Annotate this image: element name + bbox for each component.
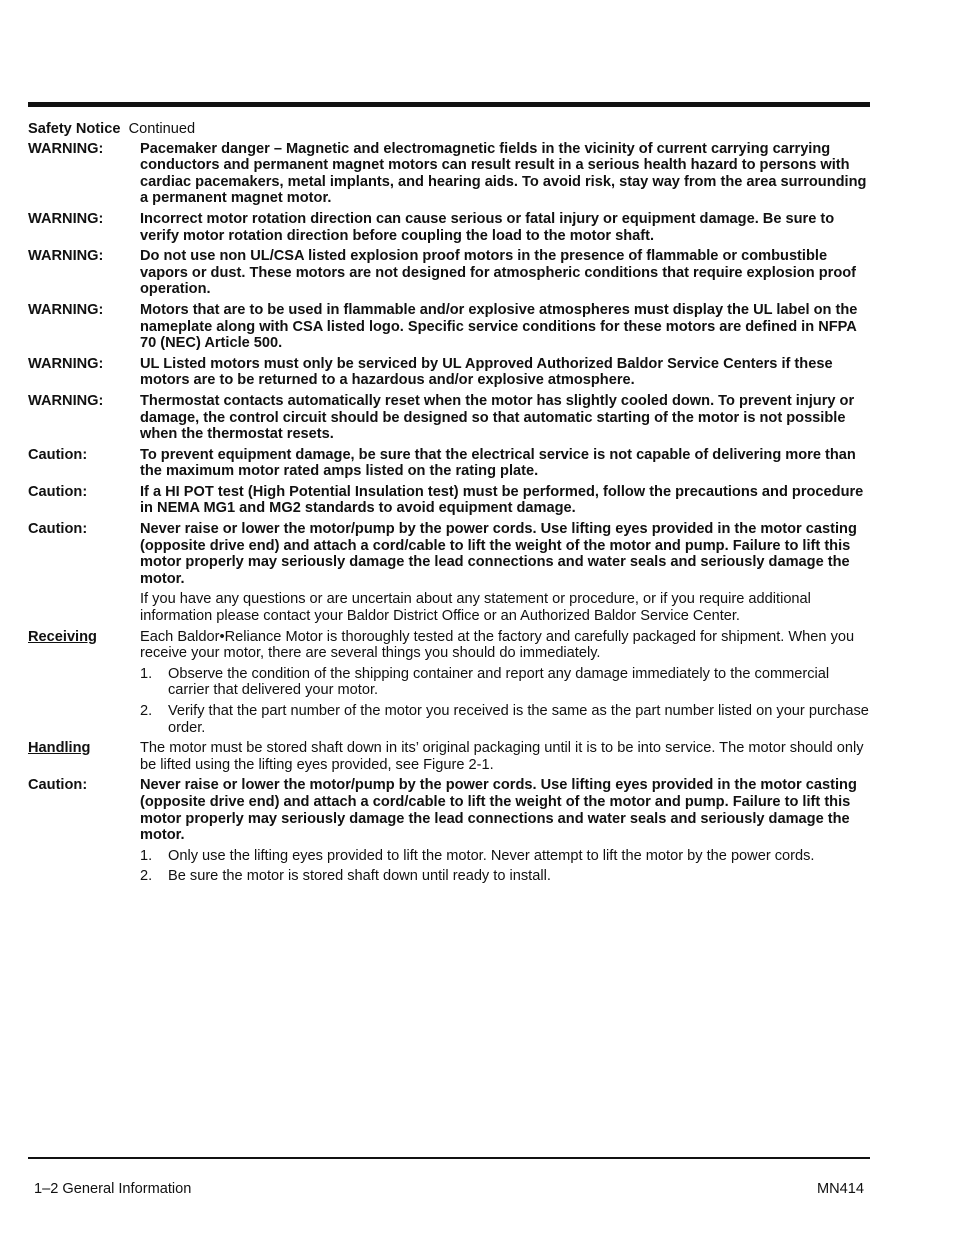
handling-list [140, 848, 870, 885]
receiving-heading: Receiving [28, 628, 97, 645]
list-item [140, 848, 870, 865]
warning-label: WARNING: [28, 210, 104, 227]
warning-label: WARNING: [28, 355, 104, 372]
list-text: Be sure the motor is stored shaft down until ready to install. [168, 868, 551, 885]
caution-row [28, 484, 870, 517]
list-number: 2. [140, 868, 153, 885]
warning-row [28, 393, 870, 443]
receiving-section [28, 629, 870, 662]
list-item [140, 868, 870, 885]
caution-label: Caution: [28, 777, 88, 794]
footer-page-label: 1–2 General Information [34, 1181, 192, 1197]
page-content [28, 121, 870, 889]
caution-row [28, 447, 870, 480]
list-item [140, 666, 870, 699]
caution-text: To prevent equipment damage, be sure that the electrical service is not capable of delivering more than the maximum motor rated amps listed on the rating plate. [140, 446, 856, 480]
caution-label: Caution: [28, 483, 88, 500]
caution-text: If a HI POT test (High Potential Insulation test) must be performed, follow the precautions and procedure in NEMA MG1 and MG2 standards to avoid equipment damage. [140, 483, 864, 517]
section-header [28, 121, 870, 138]
warning-row [28, 211, 870, 244]
warning-row [28, 141, 870, 207]
warning-text: Do not use non UL/CSA listed explosion proof motors in the presence of flammable or combustible vapors or dust. These motors are not designed for atmospheric conditions that require explosion proof operation. [140, 248, 857, 298]
warning-label: WARNING: [28, 301, 104, 318]
list-number: 1. [140, 847, 153, 864]
warning-text: UL Listed motors must only be serviced by UL Approved Authorized Baldor Service Centers if these motors are to be returned to a hazardous and/or explosive atmosphere. [140, 355, 833, 389]
section-subtitle: Continued [128, 121, 196, 137]
caution-row [28, 777, 870, 843]
footer-doc-number: MN414 [816, 1181, 864, 1197]
list-text: Observe the condition of the shipping container and report any damage immediately to the commercial carrier that delivered your motor. [168, 665, 830, 699]
list-text: Only use the lifting eyes provided to lift the motor. Never attempt to lift the motor by the power cords. [168, 847, 815, 864]
warning-text: Motors that are to be used in flammable and/or explosive atmospheres must display the UL label on the nameplate along with CSA listed logo. Specific service conditions for these motors are defined in NFPA 70 (NEC) Article 500. [140, 301, 858, 352]
list-text: Verify that the part number of the motor you received is the same as the part number listed on your purchase order. [168, 703, 869, 736]
handling-section [28, 740, 870, 773]
caution-text: Never raise or lower the motor/pump by the power cords. Use lifting eyes provided in the motor casting (opposite drive end) and attach a cord/cable to lift the weight of the motor and pump. Failure to lift this motor properly may seriously damage the lead connections and water seals and seriously damage the motor. [140, 521, 857, 587]
caution-label: Caution: [28, 446, 88, 463]
caution-text: Never raise or lower the motor/pump by the power cords. Use lifting eyes provided in the motor casting (opposite drive end) and attach a cord/cable to lift the weight of the motor and pump. Failure to lift this motor properly may seriously damage the lead connections and water seals and seriously damage the motor. [140, 777, 857, 844]
warning-row [28, 356, 870, 389]
receiving-text: Each Baldor•Reliance Motor is thoroughly tested at the factory and carefully packaged for shipment. When you receive your motor, there are several things you should do immediately. [140, 628, 855, 662]
warning-row [28, 248, 870, 298]
warning-label: WARNING: [28, 392, 104, 409]
list-number: 1. [140, 665, 153, 682]
warning-label: WARNING: [28, 248, 104, 265]
handling-text: The motor must be stored shaft down in its’ original packaging until it is to be into service. The motor should only be lifted using the lifting eyes provided, see Figure 2-1. [140, 740, 864, 773]
warning-row [28, 302, 870, 352]
top-rule [28, 102, 870, 107]
warning-text: Incorrect motor rotation direction can cause serious or fatal injury or equipment damage. Be sure to verify motor rotation direction before coupling the load to the motor shaft. [140, 210, 835, 244]
caution-row [28, 521, 870, 587]
warning-text: Thermostat contacts automatically reset when the motor has slightly cooled down. To prevent injury or damage, the control circuit should be designed so that automatic starting of the motor is not possible when the thermostat resets. [140, 392, 855, 443]
list-number: 2. [140, 703, 153, 719]
contact-note: If you have any questions or are uncertain about any statement or procedure, or if you require additional information please contact your Baldor District Office or an Authorized Baldor Service Center. [140, 591, 811, 625]
warning-label: WARNING: [28, 140, 104, 157]
caution-label: Caution: [28, 521, 88, 538]
section-title: Safety Notice [28, 121, 121, 137]
receiving-list [140, 666, 870, 736]
list-item [140, 703, 870, 736]
warning-text: Pacemaker danger – Magnetic and electromagnetic fields in the vicinity of current carrying carrying conductors and permanent magnet motors can result result in a serious health hazard to persons with cardiac pacemakers, metal implants, and hearing aids. To avoid risk, stay way from the area surrounding a permanent magnet motor. [140, 140, 867, 207]
bottom-rule [28, 1157, 870, 1159]
handling-heading: Handling [28, 740, 91, 757]
